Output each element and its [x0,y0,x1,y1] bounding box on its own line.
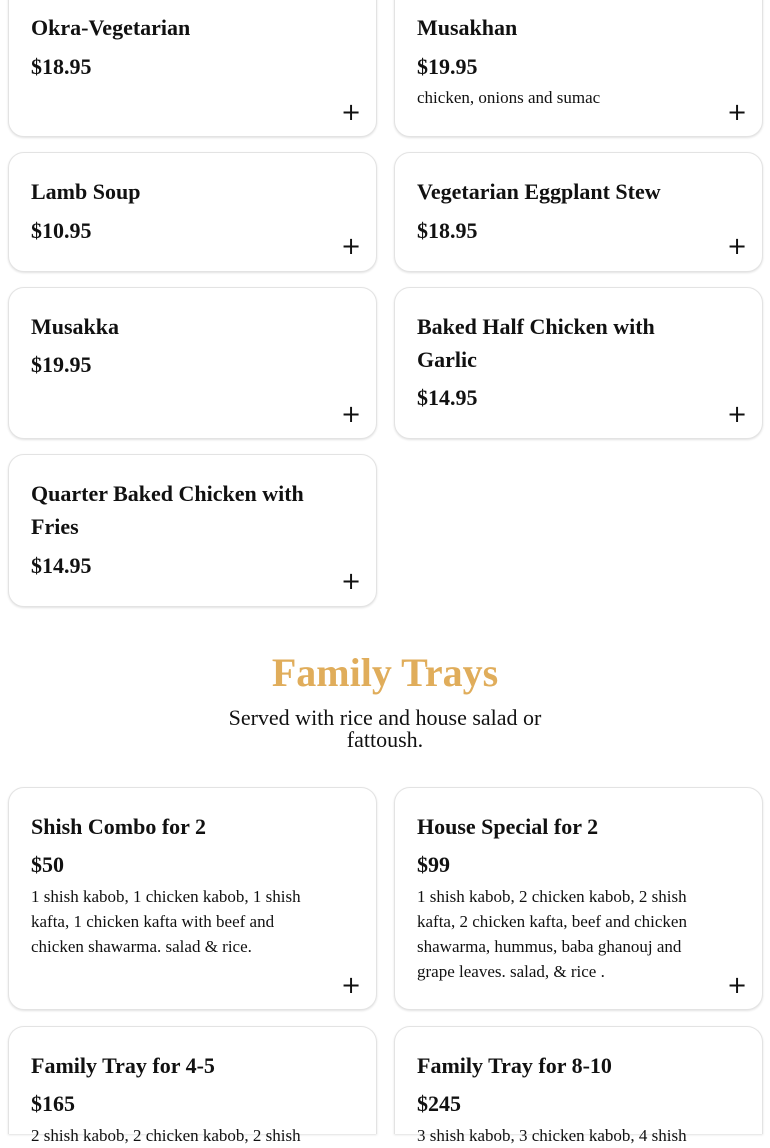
item-name: Okra-Vegetarian [31,15,191,40]
menu-item-card[interactable] [8,0,377,137]
item-price: $18.95 [417,218,478,243]
item-price: $14.95 [417,385,478,410]
menu-item-card[interactable] [394,152,763,272]
menu-item-card[interactable] [394,287,763,439]
item-price: $19.95 [417,54,478,79]
item-name: Musakhan [417,15,518,40]
menu-item-card[interactable] [8,152,377,272]
item-description: 2 shish kabob, 2 chicken kabob, 2 shish [31,1126,301,1145]
section-title: Family Trays [271,650,499,695]
item-name: Quarter Baked Chicken with Fries [31,481,304,539]
item-name: Lamb Soup [31,179,141,204]
item-name: Baked Half Chicken with Garlic [417,314,655,372]
add-item-button[interactable]: + [340,98,362,126]
item-name: Shish Combo for 2 [31,814,207,839]
menu-item-card[interactable] [394,0,763,137]
item-price: $14.95 [31,553,92,578]
item-price: $99 [417,852,450,877]
item-name: Vegetarian Eggplant Stew [417,179,661,204]
item-price: $10.95 [31,218,92,243]
add-item-button[interactable]: + [726,971,748,999]
add-item-button[interactable]: + [340,971,362,999]
add-item-button[interactable]: + [726,400,748,428]
item-description: 3 shish kabob, 3 chicken kabob, 4 shish [417,1126,687,1145]
add-item-button[interactable]: + [340,567,362,595]
item-name: Musakka [31,314,120,339]
item-price: $165 [31,1091,75,1116]
item-name: Family Tray for 8-10 [417,1053,612,1078]
add-item-button[interactable]: + [340,400,362,428]
item-price: $19.95 [31,352,92,377]
item-price: $245 [417,1091,461,1116]
family-tray-card[interactable] [8,1026,377,1145]
section-subtitle: Served with rice and house salad or fattoush. [228,705,542,752]
add-item-button[interactable]: + [726,232,748,260]
add-item-button[interactable]: + [340,232,362,260]
family-tray-card[interactable] [8,787,377,1010]
item-name: Family Tray for 4-5 [31,1053,215,1078]
menu-item-card[interactable] [8,454,377,607]
family-tray-card[interactable] [394,787,763,1010]
add-item-button[interactable]: + [726,98,748,126]
item-price: $50 [31,852,64,877]
item-description: 1 shish kabob, 2 chicken kabob, 2 shish kafta, 2 chicken kafta, beef and chicken shawarma, hummus, baba ghanouj and grape leaves. salad, & rice . [417,887,687,981]
item-price: $18.95 [31,54,92,79]
item-description: 1 shish kabob, 1 chicken kabob, 1 shish kafta, 1 chicken kafta with beef and chicken shawarma. salad & rice. [31,887,301,956]
item-description: chicken, onions and sumac [417,88,601,107]
menu-item-card[interactable] [8,287,377,439]
family-tray-card[interactable] [394,1026,763,1145]
item-name: House Special for 2 [417,814,599,839]
